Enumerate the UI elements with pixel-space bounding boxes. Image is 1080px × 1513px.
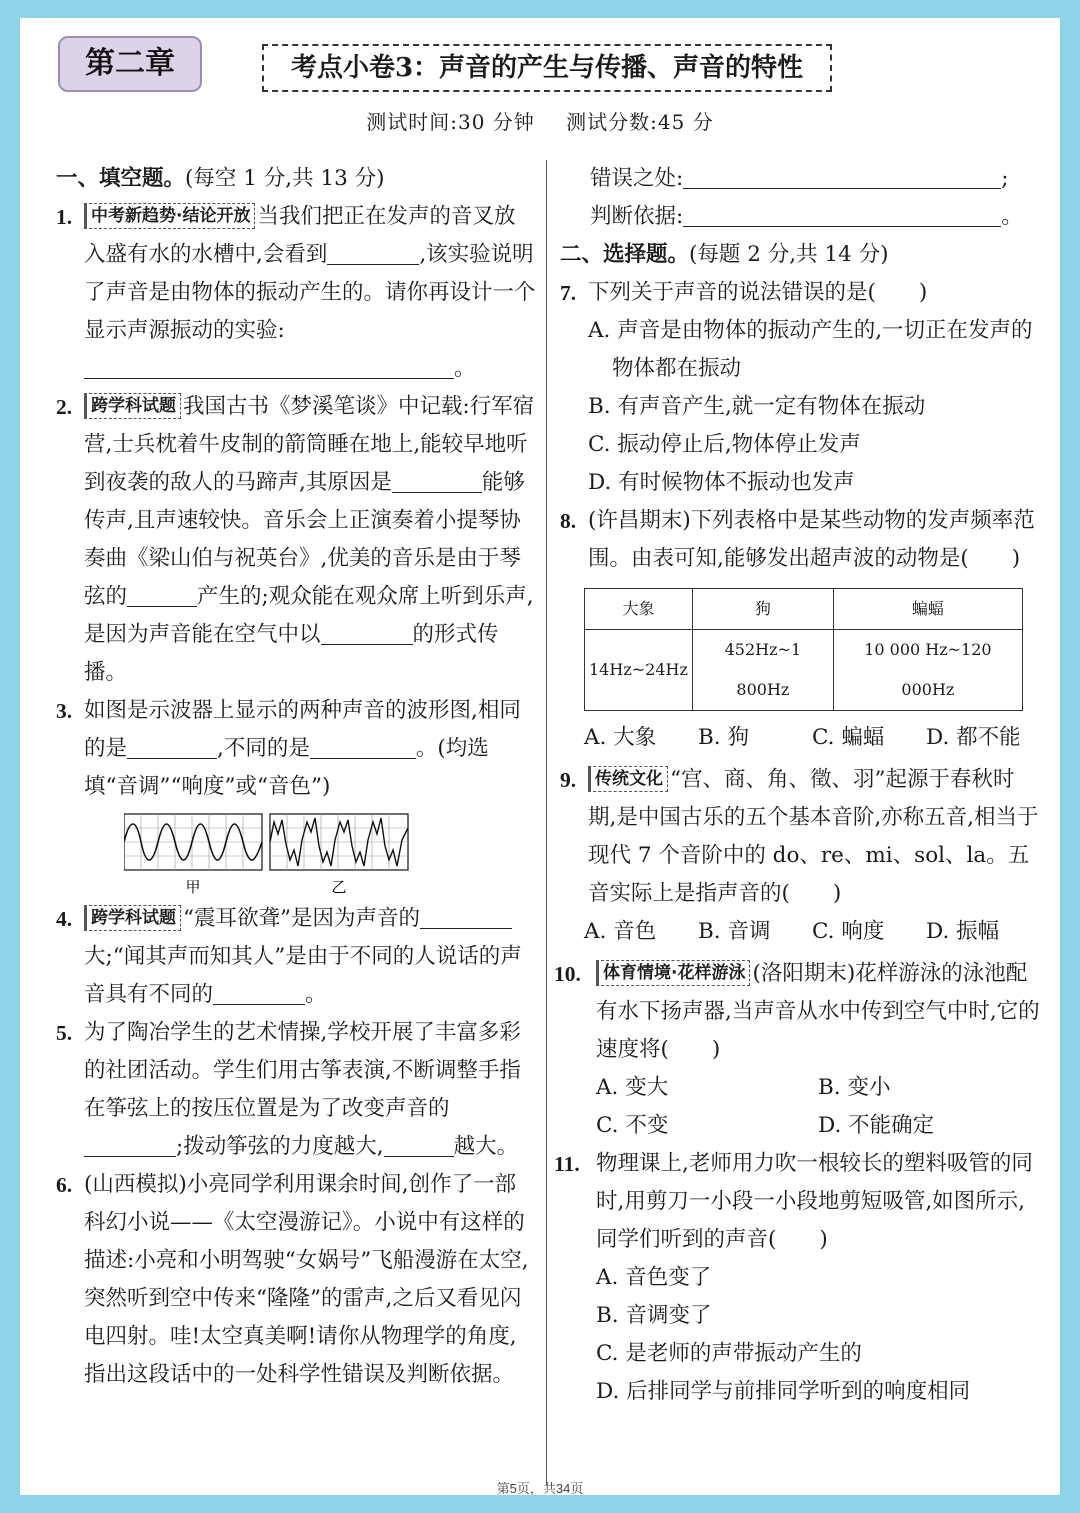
option-9a[interactable]: A. 音色 (584, 919, 657, 944)
option-9c[interactable]: C. 响度 (812, 919, 885, 944)
column-divider (546, 160, 547, 1485)
answer-blank[interactable] (683, 164, 1001, 189)
page-title: 考点小卷3：声音的产生与传播、声音的特性 (262, 44, 832, 92)
option-7c[interactable]: C. 振动停止后,物体停止发声 (588, 432, 861, 457)
option-10c[interactable]: C. 不变 (596, 1113, 669, 1138)
question-tag: 体育情境·花样游泳 (596, 960, 750, 986)
test-score: 测试分数:45 分 (566, 110, 714, 134)
option-11a[interactable]: A. 音色变了 (596, 1265, 712, 1290)
q6-basis-line: 判断依据: 。 (590, 204, 1023, 229)
table-header-cell: 狗 (692, 589, 833, 630)
question-8: 8. (许昌期末)下列表格中是某些动物的发声频率范围。由表可知,能够发出超声波的动物是( ) (560, 508, 1035, 571)
table-header-row (585, 589, 1023, 630)
options-9 (560, 913, 1040, 951)
question-1: 1. 中考新趋势·结论开放 当我们把正在发声的音叉放入盛有水的水槽中,会看到 ,该实验说明了声音是由物体的振动产生的。请你再设计一个显示声源振动的实验:。 (56, 204, 536, 381)
answer-blank[interactable] (321, 620, 413, 645)
option-7a[interactable]: A. 声音是由物体的振动产生的,一切正在发声的物体都在振动 (588, 318, 1033, 381)
options-10-row2 (560, 1107, 1040, 1145)
options-10-row1 (560, 1069, 1040, 1107)
question-5: 5. 为了陶冶学生的艺术情操,学校开展了丰富多彩的社团活动。学生们用古筝表演,不断调整手指在筝弦上的按压位置是为了改变声音的;拨动筝弦的力度越大, 越大。 (56, 1020, 521, 1159)
page-number: 第5页，共34页 (496, 1481, 584, 1495)
option-11d[interactable]: D. 后排同学与前排同学听到的响度相同 (596, 1379, 971, 1404)
question-tag: 传统文化 (588, 766, 668, 792)
answer-blank[interactable] (127, 582, 197, 607)
answer-blank[interactable] (420, 904, 512, 929)
options-8 (560, 719, 1040, 757)
chapter-badge: 第二章 (58, 36, 202, 92)
table-header-cell: 蝙蝠 (833, 589, 1022, 630)
option-8b[interactable]: B. 狗 (698, 725, 749, 750)
option-9b[interactable]: B. 音调 (698, 919, 771, 944)
question-6: 6. (山西模拟)小亮同学利用课余时间,创作了一部科幻小说——《太空漫游记》。小说中有这样的描述:小亮和小明驾驶“女娲号”飞船漫游在太空,突然听到空中传来“隆隆”的雷声,之后又看见闪电四射。哇!太空真美啊!请你从物理学的角度,指出这段话中的一处科学性错误及判断依据。 (56, 1172, 529, 1387)
option-7d[interactable]: D. 有时候物体不振动也发声 (588, 470, 855, 495)
question-7: 7. 下列关于声音的说法错误的是( ) (560, 280, 928, 305)
option-10d[interactable]: D. 不能确定 (818, 1113, 935, 1138)
answer-blank[interactable] (84, 1132, 176, 1157)
option-8d[interactable]: D. 都不能 (926, 725, 1021, 750)
table-cell: 452Hz~1 800Hz (692, 630, 833, 711)
question-9: 9. 传统文化 “宫、商、角、徵、羽”起源于春秋时期,是中国古乐的五个基本音阶,亦称五音,相当于现代 7 个音阶中的 do、re、mi、sol、la。五音实际上是指声音的( ) (560, 767, 1039, 906)
answer-blank[interactable] (384, 1132, 454, 1157)
frequency-table (584, 588, 1023, 711)
test-meta (20, 106, 1060, 135)
table-header-cell: 大象 (585, 589, 693, 630)
question-10: 10. 体育情境·花样游泳 (洛阳期末)花样游泳的泳池配有水下扬声器,当声音从水中传到空气中时,它的速度将( ) (554, 961, 1040, 1062)
answer-blank[interactable] (213, 980, 305, 1005)
waveform-a-panel (124, 814, 262, 870)
answer-blank[interactable] (84, 354, 454, 379)
answer-blank[interactable] (310, 734, 416, 759)
question-2: 2. 跨学科试题 我国古书《梦溪笔谈》中记载:行军宿营,士兵枕着牛皮制的箭筒睡在地上,能较早地听到夜袭的敌人的马蹄声,其原因是 能够传声,且声速较快。音乐会上正演奏着小提琴协奏曲《梁山伯与祝英台》,优美的音乐是由于琴弦的 产生的;观众能在观众席上听到乐声,是因为声音能在空气中以 的形式传播。 (56, 394, 535, 685)
question-4: 4. 跨学科试题 “震耳欲聋”是因为声音的大;“闻其声而知其人”是由于不同的人说话的声音具有不同的 。 (56, 906, 522, 1007)
test-time: 测试时间:30 分钟 (366, 110, 535, 134)
right-column (554, 160, 1040, 1411)
question-tag: 跨学科试题 (84, 905, 181, 931)
table-cell: 14Hz~24Hz (585, 630, 693, 711)
oscilloscope-svg (124, 810, 424, 900)
waveform-a-label: 甲 (185, 878, 201, 896)
option-7b[interactable]: B. 有声音产生,就一定有物体在振动 (588, 394, 926, 419)
question-tag: 跨学科试题 (84, 393, 181, 419)
q6-error-line: 错误之处: ; (590, 166, 1009, 191)
oscilloscope-figure (84, 810, 536, 900)
question-3: 3. 如图是示波器上显示的两种声音的波形图,相同的是 ,不同的是 。(均选填“音调”“响度”或“音色”) 甲 乙 (56, 692, 536, 900)
answer-blank[interactable] (392, 468, 482, 493)
option-10b[interactable]: B. 变小 (818, 1075, 891, 1100)
worksheet-page (20, 18, 1060, 1495)
table-row (585, 630, 1023, 711)
section2-heading: 二、选择题。(每题 2 分,共 14 分) (560, 242, 889, 267)
option-11b[interactable]: B. 音调变了 (596, 1303, 712, 1328)
waveform-b-panel (270, 814, 408, 870)
question-11: 11. 物理课上,老师用力吹一根较长的塑料吸管的同时,用剪刀一小段一小段地剪短吸管,如图所示,同学们听到的声音( ) (554, 1151, 1033, 1252)
option-8a[interactable]: A. 大象 (584, 725, 657, 750)
answer-blank[interactable] (683, 202, 1001, 227)
option-10a[interactable]: A. 变大 (596, 1075, 669, 1100)
answer-blank[interactable] (327, 240, 373, 265)
left-column (56, 160, 536, 1394)
table-cell: 10 000 Hz~120 000Hz (833, 630, 1022, 711)
option-9d[interactable]: D. 振幅 (926, 919, 1000, 944)
section1-heading: 一、填空题。(每空 1 分,共 13 分) (56, 166, 385, 191)
option-8c[interactable]: C. 蝙蝠 (812, 725, 885, 750)
answer-blank[interactable] (127, 734, 217, 759)
answer-blank[interactable] (373, 240, 419, 265)
question-tag: 中考新趋势·结论开放 (84, 203, 255, 229)
waveform-b-label: 乙 (331, 878, 347, 896)
option-11c[interactable]: C. 是老师的声带振动产生的 (596, 1341, 862, 1366)
